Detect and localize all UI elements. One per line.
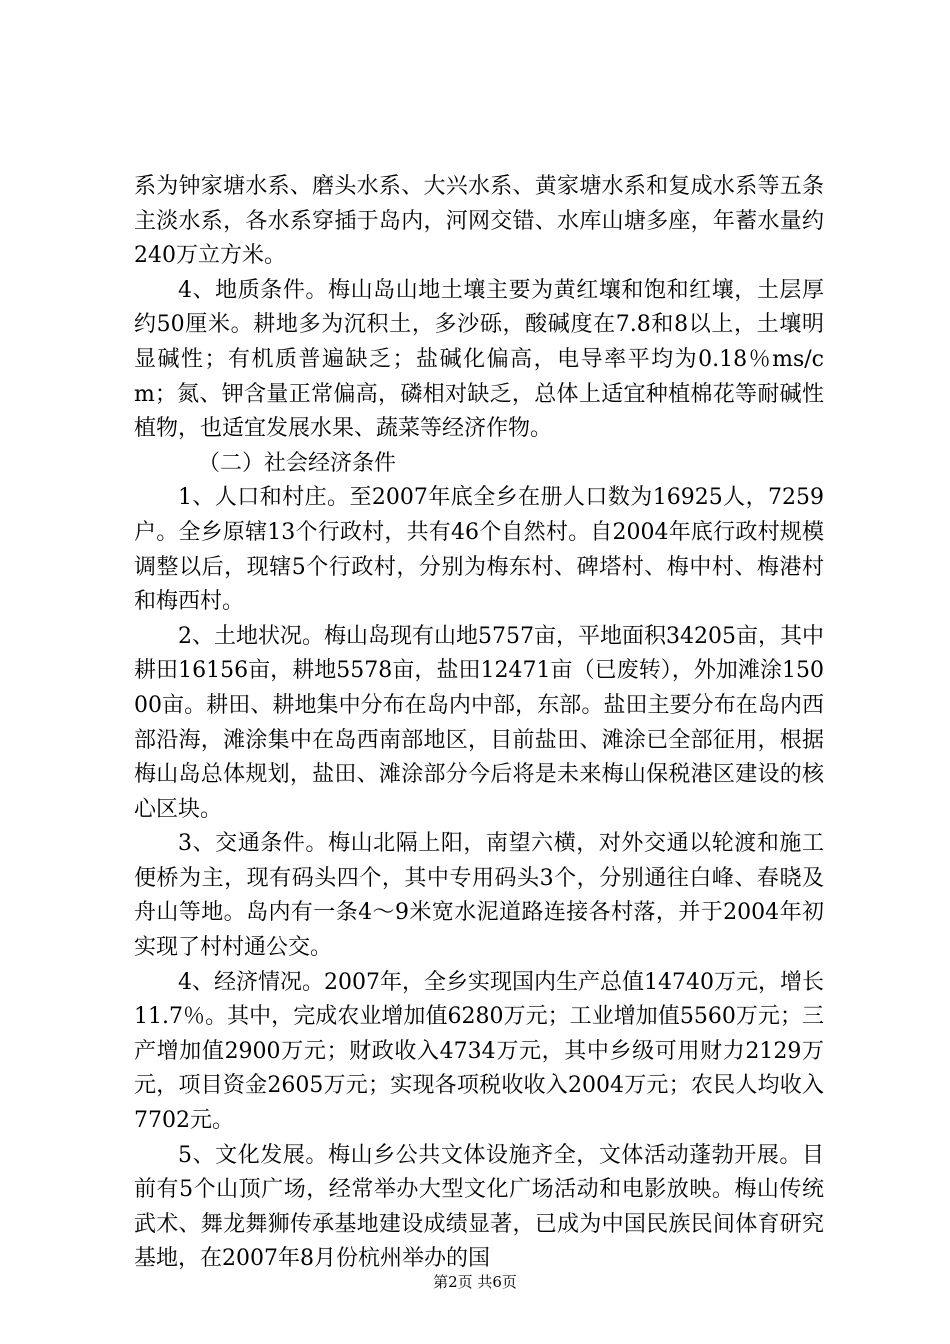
document-body — [134, 170, 824, 1277]
section-heading-socioeconomic: （二）社会经济条件 — [198, 450, 397, 476]
paragraph-transport: 3、交通条件。梅山北隔上阳，南望六横，对外交通以轮渡和施工便桥为主，现有码头四个，其中专用码头3个，分别通往白峰、春晓及舟山等地。岛内有一条4～9米宽水泥道路连接各村落，并于2004年初实现了村村通公交。 — [134, 831, 824, 961]
paragraph-population: 1、人口和村庄。至2007年底全乡在册人口数为16925人，7259户。全乡原辖13个行政村，共有46个自然村。自2004年底行政村规模调整以后，现辖5个行政村，分别为梅东村、碑塔村、梅中村、梅港村和梅西村。 — [134, 485, 824, 615]
paragraph-geology: 4、地质条件。梅山岛山地土壤主要为黄红壤和饱和红壤，土层厚约50厘米。耕地多为沉积土，多沙砾，酸碱度在7.8和8以上，土壤明显碱性；有机质普遍缺乏；盐碱化偏高，电导率平均为0.18％ms/cm；氮、钾含量正常偏高，磷相对缺乏，总体上适宜种植棉花等耐碱性植物，也适宜发展水果、蔬菜等经济作物。 — [134, 277, 824, 442]
paragraph-water-system: 系为钟家塘水系、磨头水系、大兴水系、黄家塘水系和复成水系等五条主淡水系，各水系穿插于岛内，河网交错、水库山塘多座，年蓄水量约240万立方米。 — [134, 174, 824, 269]
page-footer: 第2页 共6页 — [433, 1273, 517, 1291]
paragraph-culture: 5、文化发展。梅山乡公共文体设施齐全，文体活动蓬勃开展。目前有5个山顶广场，经常举办大型文化广场活动和电影放映。梅山传统武术、舞龙舞狮传承基地建设成绩显著，已成为中国民族民间体育研究基地，在2007年8月份杭州举办的国 — [134, 1142, 824, 1272]
paragraph-economy: 4、经济情况。2007年，全乡实现国内生产总值14740万元，增长11.7％。其中，完成农业增加值6280万元；工业增加值5560万元；三产增加值2900万元；财政收入4734万元，其中乡级可用财力2129万元，项目资金2605万元；实现各项税收收入2004万元；农民人均收入7702元。 — [134, 969, 824, 1134]
paragraph-land: 2、土地状况。梅山岛现有山地5757亩，平地面积34205亩，其中耕田16156亩，耕地5578亩，盐田12471亩（已废转），外加滩涂15000亩。耕田、耕地集中分布在岛内中部，东部。盐田主要分布在岛内西部沿海，滩涂集中在岛西南部地区，目前盐田、滩涂已全部征用，根据梅山岛总体规划，盐田、滩涂部分今后将是未来梅山保税港区建设的核心区块。 — [134, 623, 824, 822]
